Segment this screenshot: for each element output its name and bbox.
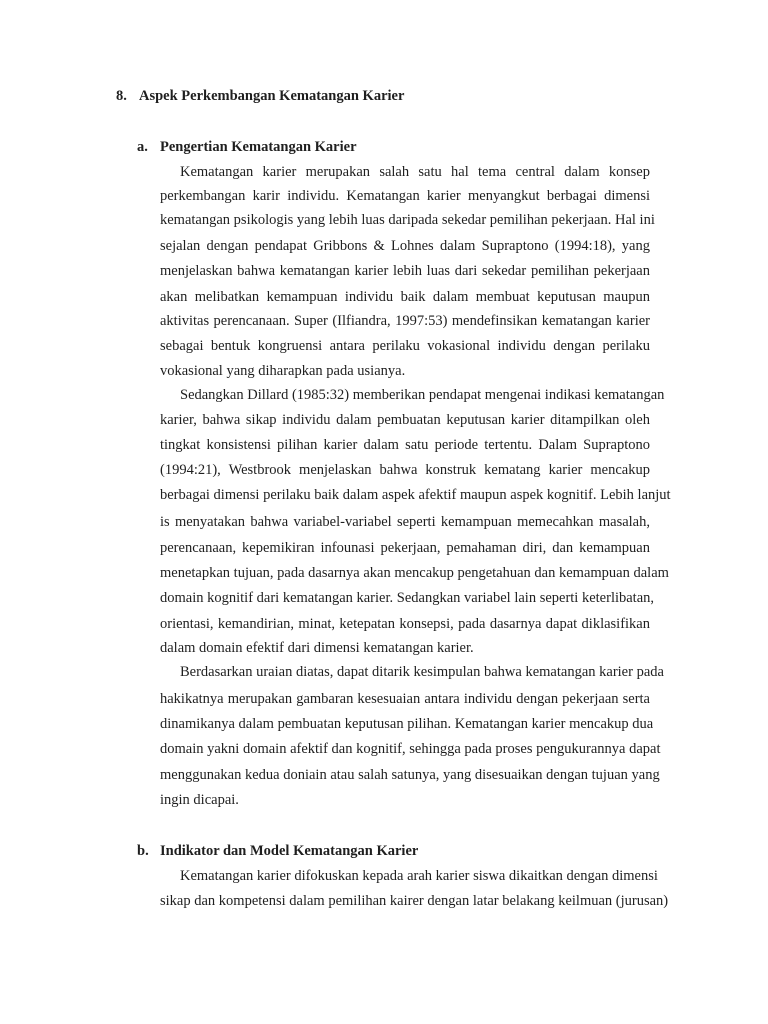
paragraph-line: dalam domain efektif dari dimensi kematangan karier.	[160, 640, 474, 656]
paragraph-line: menggunakan kedua doniain atau salah satunya, yang disesuaikan dengan tujuan yang	[160, 767, 660, 783]
subsection-b-letter: b.	[137, 843, 149, 859]
paragraph-line: menjelaskan bahwa kematangan karier lebih luas dari sekedar pemilihan pekerjaan	[160, 263, 650, 279]
subsection-b-heading	[137, 841, 418, 861]
paragraph-line: domain kognitif dari kematangan karier. Sedangkan variabel lain seperti keterlibatan,	[160, 590, 655, 606]
paragraph-line: sikap dan kompetensi dalam pemilihan kairer dengan latar belakang keilmuan (jurusan)	[160, 893, 669, 909]
paragraph-line: berbagai dimensi perilaku baik dalam aspek afektif maupun aspek kognitif. Lebih lanjut	[160, 487, 671, 503]
section-heading	[116, 86, 404, 106]
paragraph-line: hakikatnya merupakan gambaran kesesuaian antara individu dengan pekerjaan serta	[160, 691, 650, 707]
paragraph-line: domain yakni domain afektif dan kognitif, sehingga pada proses pengukurannya dapat	[160, 741, 661, 757]
paragraph-line: aktivitas perencanaan. Super (Ilfiandra, 1997:53) mendefinsikan kematangan karier	[160, 313, 650, 329]
paragraph-line: vokasional yang diharapkan pada usianya.	[160, 363, 406, 379]
subsection-a-title: Pengertian Kematangan Karier	[160, 139, 357, 155]
paragraph-line: akan melibatkan kemampuan individu baik dalam membuat keputusan maupun	[160, 289, 650, 305]
paragraph-line: karier, bahwa sikap individu dalam pembuatan keputusan karier ditampilkan oleh	[160, 412, 650, 428]
section-title: Aspek Perkembangan Kematangan Karier	[139, 88, 405, 104]
subsection-a-heading	[137, 137, 357, 157]
paragraph-line: sejalan dengan pendapat Gribbons & Lohnes dalam Supraptono (1994:18), yang	[160, 238, 650, 254]
subsection-a-letter: a.	[137, 139, 148, 155]
paragraph-line: ingin dicapai.	[160, 792, 239, 808]
section-number: 8.	[116, 88, 127, 104]
paragraph-line: menetapkan tujuan, pada dasarnya akan mencakup pengetahuan dan kemampuan dalam	[160, 565, 669, 581]
paragraph-line: (1994:21), Westbrook menjelaskan bahwa konstruk kematang karier mencakup	[160, 462, 650, 478]
paragraph-line: sebagai bentuk kongruensi antara perilaku vokasional individu dengan perilaku	[160, 338, 650, 354]
paragraph-line: dinamikanya dalam pembuatan keputusan pilihan. Kematangan karier mencakup dua	[160, 716, 654, 732]
paragraph-line: Kematangan karier merupakan salah satu hal tema central dalam konsep	[180, 164, 650, 180]
paragraph-line: tingkat konsistensi pilihan karier dalam satu periode tertentu. Dalam Supraptono	[160, 437, 650, 453]
paragraph-line: Kematangan karier difokuskan kepada arah karier siswa dikaitkan dengan dimensi	[180, 868, 658, 884]
paragraph-line: Sedangkan Dillard (1985:32) memberikan pendapat mengenai indikasi kematangan	[180, 387, 665, 403]
paragraph-line: orientasi, kemandirian, minat, ketepatan konsepsi, pada dasarnya dapat diklasifikan	[160, 616, 650, 632]
subsection-b-title: Indikator dan Model Kematangan Karier	[160, 843, 419, 859]
paragraph-line: perencanaan, kepemikiran infounasi pekerjaan, pemahaman diri, dan kemampuan	[160, 540, 650, 556]
paragraph-line: is menyatakan bahwa variabel-variabel seperti kemampuan memecahkan masalah,	[160, 514, 650, 530]
paragraph-line: kematangan psikologis yang lebih luas daripada sekedar pemilihan pekerjaan. Hal ini	[160, 212, 655, 228]
paragraph-line: perkembangan karir individu. Kematangan karier menyangkut berbagai dimensi	[160, 188, 650, 204]
paragraph-line: Berdasarkan uraian diatas, dapat ditarik kesimpulan bahwa kematangan karier pada	[180, 664, 664, 680]
